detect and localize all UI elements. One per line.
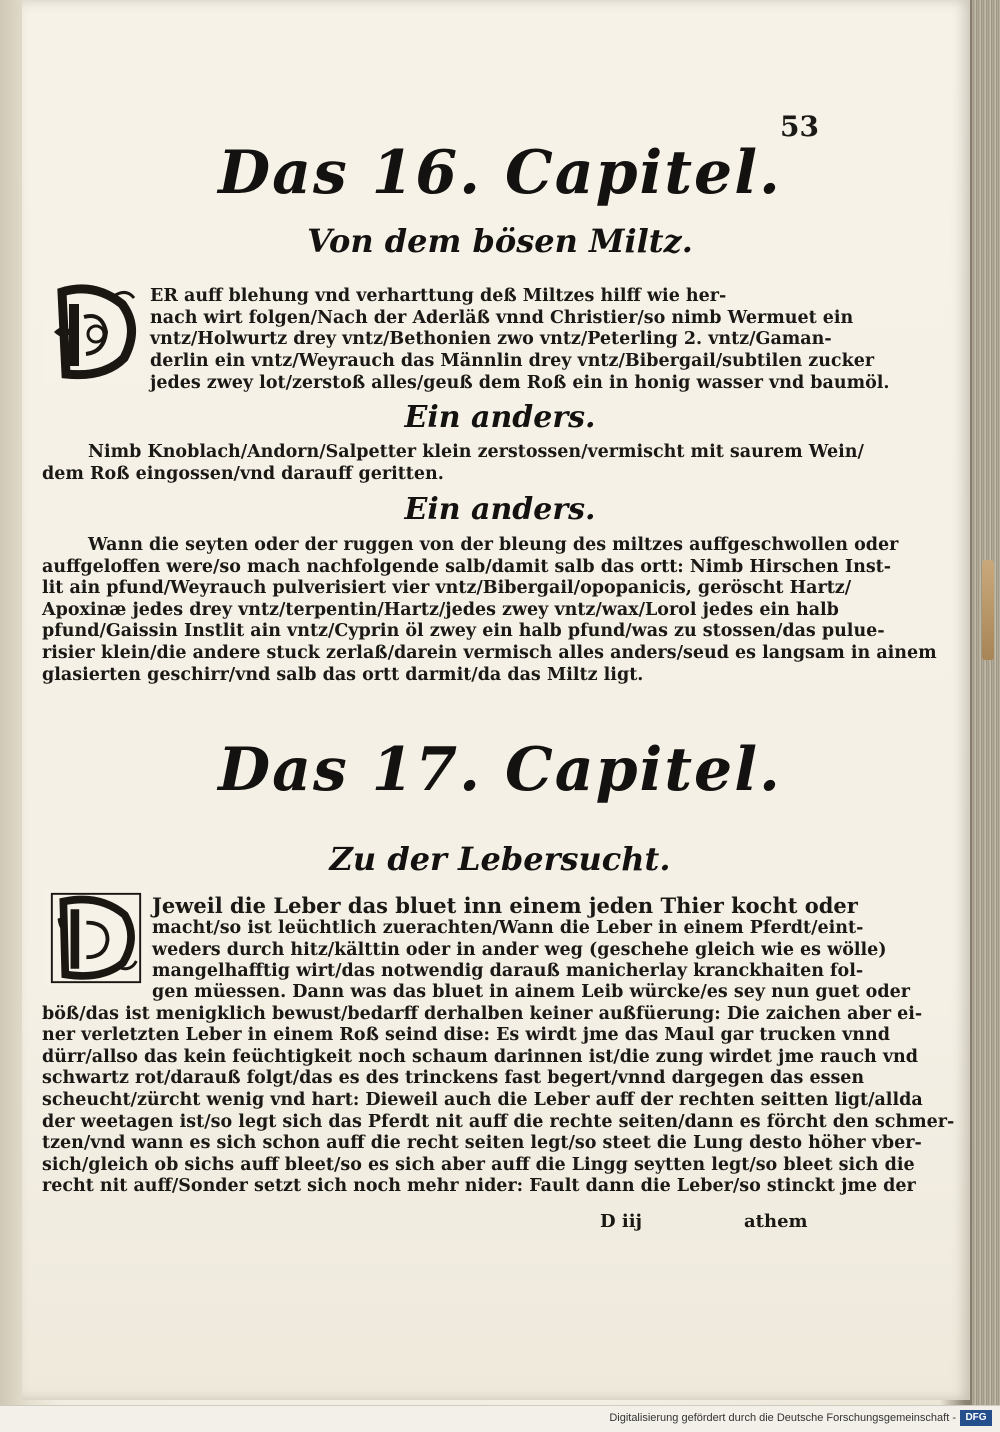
text-line: glasierten geschirr/vnd salb das ortt darmit/da das Miltz ligt.: [42, 664, 644, 685]
text-line: weders durch hitz/kälttin oder in ander weg (geschehe gleich wie es wölle): [152, 939, 887, 960]
chapter-16-title: Das 16. Capitel.: [218, 138, 782, 208]
text-line: ER auff blehung vnd verharttung deß Miltzes hilff wie her-: [150, 286, 727, 306]
ein-anders-paragraph-1: [42, 442, 864, 485]
text-line: dem Roß eingossen/vnd darauff geritten.: [42, 463, 444, 484]
text-line: gen müessen. Dann was das bluet in ainem Leib würcke/es sey nun guet oder: [152, 982, 910, 1002]
text-line: nach wirt folgen/Nach der Aderläß vnnd Christier/so nimb Wermuet ein: [150, 307, 854, 328]
text-line: Apoxinæ jedes drey vntz/terpentin/Hartz/jedes zwey vntz/wax/Lorol jedes ein halb: [42, 599, 839, 620]
text-line: macht/so ist leüchtlich zuerachten/Wann die Leber in einem Pferdt/eint-: [152, 918, 864, 938]
chapter-17-subtitle: Zu der Lebersucht.: [329, 840, 671, 878]
ein-anders-paragraph-2: [42, 535, 937, 686]
digitization-footer: [0, 1405, 1000, 1432]
text-line: recht nit auff/Sonder setzt sich noch mehr nider: Fault dann die Leber/so stinckt jme der: [42, 1176, 916, 1197]
text-line: böß/das ist menigklich bewust/bedarff derhalben keiner außfüerung: Die zaichen aber ei-: [42, 1003, 923, 1024]
ornate-initial-d-icon: [44, 890, 148, 986]
text-line: derlin ein vntz/Weyrauch das Männlin drey vntz/Bibergail/subtilen zucker: [150, 351, 875, 371]
text-line: ner verletzten Leber in einem Roß seind dise: Es wirdt jme das Maul gar trucken vnnd: [42, 1025, 890, 1046]
text-line: pfund/Gaissin Instlit ain vntz/Cyprin öl zwey ein halb pfund/was zu stossen/das pulue-: [42, 621, 885, 642]
text-line: lit ain pfund/Weyrauch pulverisiert vier vntz/Bibergail/opopanicis, geröscht Hartz/: [42, 578, 852, 599]
decorated-initial-d-icon: [44, 282, 144, 382]
text-line: scheucht/zürcht wenig vnd hart: Dieweil auch die Leber auff der rechten seitten ligt/allda: [42, 1089, 923, 1110]
text-line: der weetagen ist/so legt sich das Pferdt nit auff die rechte seiten/dann es förcht den schmer-: [42, 1111, 955, 1132]
ornate-initial-d-icon: [44, 282, 144, 382]
chapter-16-paragraph-a: [150, 286, 854, 351]
signature-mark: D iij: [600, 1211, 643, 1232]
text-line: jedes zwey lot/zerstoß alles/geuß dem Roß ein in honig wasser vnd baumöl.: [150, 372, 890, 393]
text-line: auffgeloffen were/so mach nachfolgende salb/damit salb das ortt: Nimb Hirschen Inst-: [42, 556, 892, 577]
text-line: schwartz rot/darauß folgt/das es des trinckens fast begert/vnnd dargegen das essen: [42, 1068, 865, 1089]
bookmark-ribbon: [982, 560, 994, 660]
chapter-17-paragraph: [42, 982, 955, 1198]
text-line: Nimb Knoblach/Andorn/Salpetter klein zerstossen/vermischt mit saurem Wein/: [88, 442, 864, 462]
chapter-16-subtitle: Von dem bösen Miltz.: [307, 222, 693, 260]
text-line: Wann die seyten oder der ruggen von der bleung des miltzes auffgeschwollen oder: [88, 535, 899, 555]
text-line: Jeweil die Leber das bluet inn einem jeden Thier kocht oder: [152, 893, 858, 918]
chapter-16-paragraph-b: [150, 351, 890, 394]
text-line: vntz/Holwurtz drey vntz/Bethonien zwo vntz/Peterling 2. vntz/Gaman-: [150, 329, 832, 350]
text-line: dürr/allso das kein feüchtigkeit noch schaum darinnen ist/die zung wirdet jme rauch vnd: [42, 1046, 918, 1067]
ein-anders-heading-2: Ein anders.: [404, 492, 596, 527]
text-line: tzen/vnd wann es sich schon auff die recht seiten legt/so steet die Lung desto höher vber-: [42, 1133, 922, 1154]
footer-credit: Digitalisierung gefördert durch die Deutsche Forschungsgemeinschaft -: [609, 1412, 956, 1424]
book-edge: [972, 0, 1000, 1405]
text-line: mangelhafftig wirt/das notwendig darauß manicherlay kranckhaiten fol-: [152, 961, 864, 982]
chapter-17-title: Das 17. Capitel.: [218, 735, 782, 805]
ein-anders-heading-1: Ein anders.: [404, 400, 596, 435]
dfg-logo-icon: DFG: [960, 1410, 992, 1426]
text-line: sich/gleich ob sichs auff bleet/so es sich aber auff die Lingg seytten legt/so bleet sich die: [42, 1154, 915, 1175]
catchword: athem: [744, 1211, 808, 1232]
text-line: risier klein/die andere stuck zerlaß/darein vermisch alles anders/seud es langsam in ainem: [42, 642, 937, 663]
page-number: 53: [780, 110, 819, 143]
decorated-initial-d-icon: [44, 890, 148, 986]
chapter-17-opening: [152, 893, 887, 983]
